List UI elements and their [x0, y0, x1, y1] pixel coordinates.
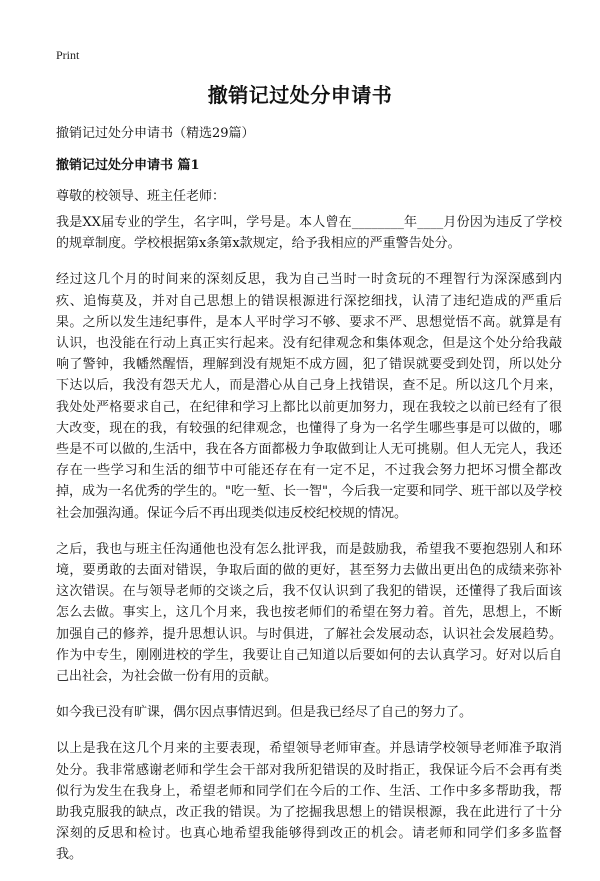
document-subtitle: 撤销记过处分申请书（精选29篇） — [56, 126, 255, 141]
paragraph-4: 如今我已没有旷课，偶尔因点事情迟到。但是我已经尽了自己的努力了。 — [56, 705, 473, 721]
section-heading: 撤销记过处分申请书 篇1 — [56, 158, 200, 173]
paragraph-2: 经过这几个月的时间来的深刻反思，我为自己当时一时贪玩的不理智行为深深感到内疚、追悔莫及，并对自己思想上的错误根源进行深挖细找，认清了违纪造成的严重后果。之所以发生违纪事件，是本人平时学习不够、要求不严、思想觉悟不高。就算是有认识，也没能在行动上真正实行起来。没有纪律观念和集体观念，但是这个处分给我敲响了警钟，我幡然醒悟，理解到没有规矩不成方圆，犯了错误就要受到处罚，所以处分下达以后，我没有怨天尤人，而是潜心从自己身上找错误，查不足。所以这几个月来，我处处严格要求自己，在纪律和学习上都比以前更加努力，现在我较之以前已经有了很大改变，现在的我，有较强的纪律观念，也懂得了身为一名学生哪些事是可以做的，哪些是不可以做的,生活中，我在各方面都极力争取做到让人无可挑剔。但人无完人，我还存在一些学习和生活的细节中可能还存在有一定不足，不过我会努力把坏习惯全都改掉，成为一名优秀的学生的。"吃一堑、长一智"，今后我一定要和同学、班干部以及学校社会加强沟通。保证今后不再出现类似违反校纪校规的情况。 — [56, 272, 562, 521]
paragraph-5: 以上是我在这几个月来的主要表现，希望领导老师审查。并恳请学校领导老师准予取消处分。我非常感谢老师和学生会干部对我所犯错误的及时指正，我保证今后不会再有类似行为发生在我身上，希望老师和同学们在今后的工作、生活、工作中多多帮助我，帮助我克服我的缺点，改正我的错误。为了挖掘我思想上的错误根源，我在此进行了十分深刻的反思和检讨。也真心地希望我能够得到改正的机会。请老师和同学们多多监督我。 — [56, 741, 562, 863]
letter-body — [56, 212, 562, 881]
salutation: 尊敬的校领导、班主任老师： — [56, 189, 226, 204]
paragraph-3: 之后，我也与班主任沟通他也没有怎么批评我，而是鼓励我，希望我不要抱怨别人和环境，要勇敢的去面对错误，争取后面的做的更好，甚至努力去做出更出色的成绩来弥补这次错误。在与领导老师的交谈之后，我不仅认识到了我犯的错误，还懂得了我后面该怎么去做。事实上，这几个月来，我也按老师们的希望在努力着。首先，思想上，不断加强自己的修养，提升思想认识。与时俱进，了解社会发展动态，认识社会发展趋势。作为中专生，刚刚进校的学生，我要让自己知道以后要如何的去认真学习。好对以后自己出社会，为社会做一份有用的贡献。 — [56, 541, 562, 685]
document-title: 撤销记过处分申请书 — [207, 83, 393, 107]
print-link[interactable]: Print — [56, 48, 80, 62]
paragraph-1: 我是XX届专业的学生，名字叫，学号是。本人曾在________年____月份因为违反了学校的规章制度。学校根据第x条第x款规定，给予我相应的严重警告处分。 — [56, 215, 562, 252]
